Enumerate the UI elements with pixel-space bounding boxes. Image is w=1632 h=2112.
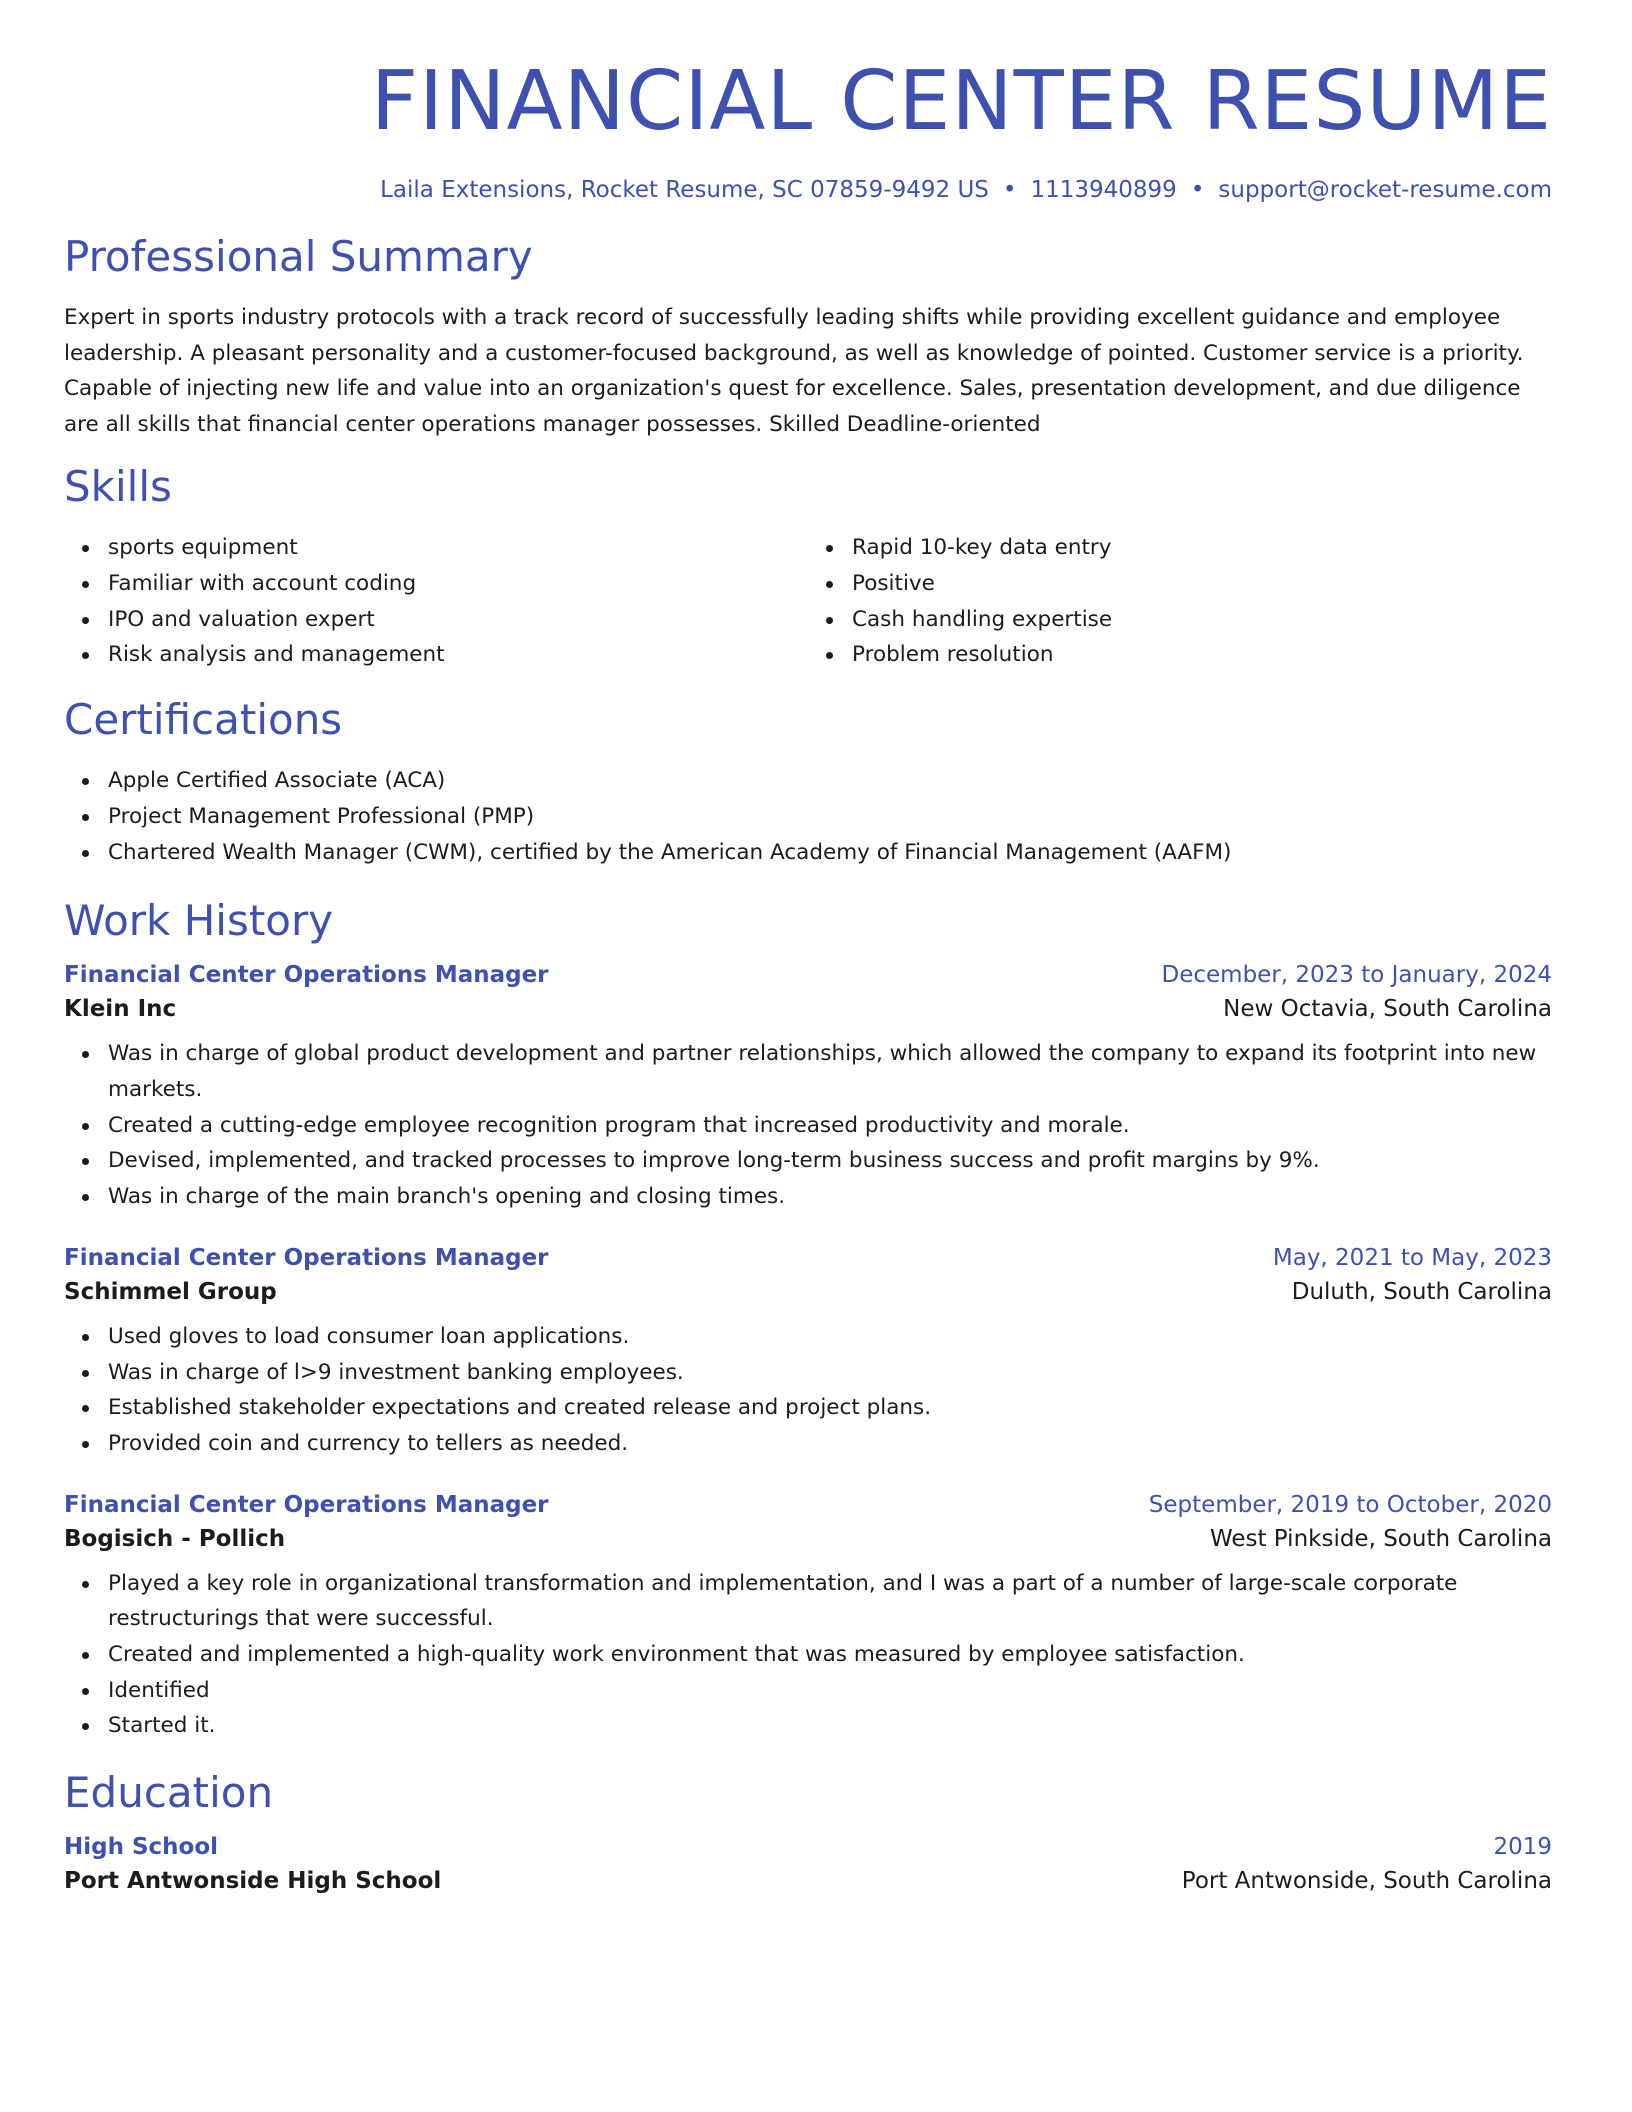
job-title: Financial Center Operations Manager	[64, 1244, 549, 1271]
list-item: Rapid 10-key data entry	[852, 530, 1552, 566]
company-name: Schimmel Group	[64, 1278, 277, 1305]
list-item: Created a cutting-edge employee recognition program that increased productivity and morale.	[108, 1108, 1552, 1144]
list-item: Apple Certified Associate (ACA)	[108, 763, 1552, 799]
bullet-separator: •	[1190, 177, 1205, 203]
list-item: Was in charge of global product development and partner relationships, which allowed the company to expand its footprint into new markets.	[108, 1036, 1552, 1107]
list-item: Created and implemented a high-quality work environment that was measured by employee satisfaction.	[108, 1637, 1552, 1673]
list-item: Project Management Professional (PMP)	[108, 799, 1552, 835]
section-heading-work-history: Work History	[64, 896, 334, 946]
education-entry	[64, 1834, 1552, 1894]
education-header	[64, 1834, 1552, 1860]
certifications-list	[64, 763, 1552, 870]
section-heading-certifications: Certifications	[64, 695, 343, 745]
job-header	[64, 1492, 1552, 1518]
list-item: Cash handling expertise	[852, 602, 1552, 638]
job-bullets	[64, 1036, 1552, 1215]
list-item: Started it.	[108, 1708, 1552, 1744]
contact-line	[64, 176, 1552, 204]
job-subheader	[64, 1279, 1552, 1305]
job-header	[64, 1245, 1552, 1271]
job-title: Financial Center Operations Manager	[64, 1491, 549, 1518]
contact-address: Laila Extensions, Rocket Resume, SC 07859-9492 US	[380, 177, 989, 203]
job-entry	[64, 1245, 1552, 1462]
job-header	[64, 962, 1552, 988]
job-location: Duluth, South Carolina	[1291, 1278, 1552, 1305]
section-heading-skills: Skills	[64, 462, 172, 512]
job-subheader	[64, 996, 1552, 1022]
list-item: Played a key role in organizational transformation and implementation, and I was a part of a number of large-scale corporate restructurings that were successful.	[108, 1566, 1552, 1637]
contact-email[interactable]: support@rocket-resume.com	[1218, 177, 1552, 203]
list-item: Used gloves to load consumer loan applications.	[108, 1319, 1552, 1355]
list-item: Provided coin and currency to tellers as needed.	[108, 1426, 1552, 1462]
degree: High School	[64, 1834, 219, 1861]
job-bullets	[64, 1319, 1552, 1462]
list-item: sports equipment	[108, 530, 808, 566]
list-item: Identified	[108, 1673, 1552, 1709]
list-item: Chartered Wealth Manager (CWM), certified by the American Academy of Financial Management (AAFM)	[108, 835, 1552, 871]
list-item: Familiar with account coding	[108, 566, 808, 602]
skills-list-left	[64, 530, 808, 673]
list-item: Was in charge of the main branch's opening and closing times.	[108, 1179, 1552, 1215]
list-item: Positive	[852, 566, 1552, 602]
list-item: IPO and valuation expert	[108, 602, 808, 638]
graduation-year: 2019	[1493, 1834, 1552, 1861]
list-item: Was in charge of l>9 investment banking employees.	[108, 1355, 1552, 1391]
job-dates: December, 2023 to January, 2024	[1161, 962, 1552, 989]
contact-phone[interactable]: 1113940899	[1030, 177, 1177, 203]
school-name: Port Antwonside High School	[64, 1868, 442, 1895]
skills-list-right	[808, 530, 1552, 673]
job-entry	[64, 962, 1552, 1215]
list-item: Devised, implemented, and tracked processes to improve long-term business success and profit margins by 9%.	[108, 1143, 1552, 1179]
school-location: Port Antwonside, South Carolina	[1181, 1868, 1552, 1895]
list-item: Problem resolution	[852, 637, 1552, 673]
job-bullets	[64, 1566, 1552, 1745]
job-subheader	[64, 1526, 1552, 1552]
job-title: Financial Center Operations Manager	[64, 962, 549, 989]
list-item: Established stakeholder expectations and created release and project plans.	[108, 1390, 1552, 1426]
bullet-separator: •	[1002, 177, 1017, 203]
section-heading-summary: Professional Summary	[64, 232, 533, 281]
education-subheader	[64, 1868, 1552, 1894]
section-heading-education: Education	[64, 1768, 274, 1818]
job-dates: September, 2019 to October, 2020	[1148, 1491, 1552, 1518]
company-name: Bogisich - Pollich	[64, 1525, 286, 1552]
resume-page	[64, 0, 1552, 1894]
job-location: West Pinkside, South Carolina	[1209, 1525, 1552, 1552]
list-item: Risk analysis and management	[108, 637, 808, 673]
skills-columns	[64, 530, 1552, 673]
company-name: Klein Inc	[64, 996, 177, 1023]
summary-text: Expert in sports industry protocols with a track record of successfully leading shifts while providing excellent guidance and employee leadership. A pleasant personality and a customer-focused background, as well as knowledge of pointed. Customer service is a priority. Capable of injecting new life and value into an organization's quest for excellence. Sales, presentation development, and due diligence are all skills that financial center operations manager possesses. Skilled Deadline-oriented	[64, 305, 1524, 437]
job-location: New Octavia, South Carolina	[1223, 996, 1552, 1023]
resume-title: FINANCIAL CENTER RESUME	[370, 54, 1552, 149]
job-entry	[64, 1492, 1552, 1745]
job-dates: May, 2021 to May, 2023	[1272, 1244, 1552, 1271]
